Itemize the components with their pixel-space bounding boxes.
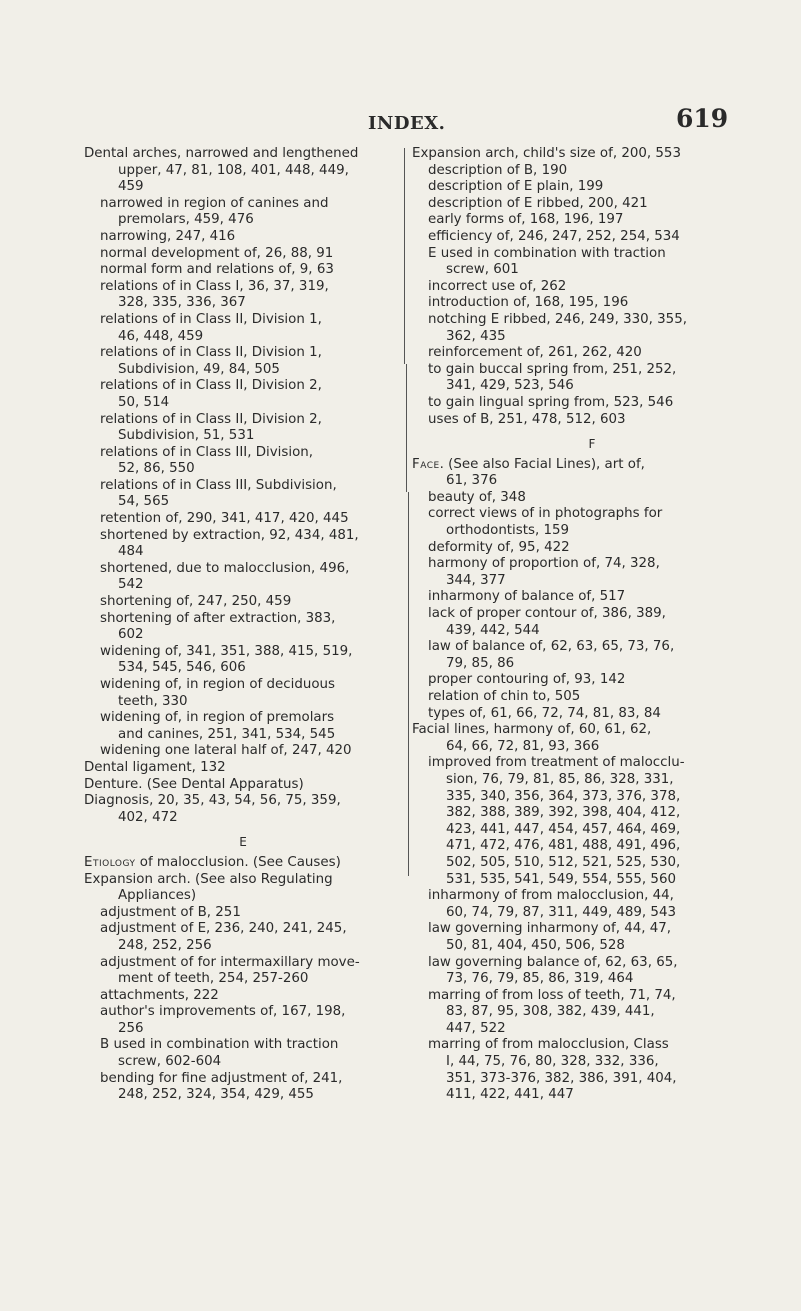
index-subentry: 502, 505, 510, 512, 521, 525, 530,	[446, 854, 681, 870]
index-subentry: marring of from loss of teeth, 71, 74,	[428, 987, 676, 1003]
index-subentry: 542	[118, 577, 144, 593]
index-subentry: 52, 86, 550	[118, 461, 195, 477]
index-subentry: inharmony of balance of, 517	[428, 589, 626, 605]
index-subentry: 50, 514	[118, 394, 170, 410]
index-subentry: 411, 422, 441, 447	[446, 1087, 574, 1103]
index-subentry: description of E ribbed, 200, 421	[428, 195, 648, 211]
index-subentry: shortening of after extraction, 383,	[100, 610, 336, 626]
index-subentry: adjustment of E, 236, 240, 241, 245,	[100, 921, 347, 937]
index-subentry: marring of from malocclusion, Class	[428, 1037, 669, 1053]
index-subentry: beauty of, 348	[428, 489, 526, 505]
index-subentry: 61, 376	[446, 473, 498, 489]
index-subentry: relations of in Class II, Division 1,	[100, 311, 322, 327]
index-subentry: 447, 522	[446, 1020, 506, 1036]
index-subentry: law governing inharmony of, 44, 47,	[428, 921, 672, 937]
index-subentry: premolars, 459, 476	[118, 212, 254, 228]
index-subentry: normal form and relations of, 9, 63	[100, 262, 334, 278]
index-subentry: correct views of in photographs for	[428, 506, 663, 522]
index-subentry: ment of teeth, 254, 257-260	[118, 971, 309, 987]
entry-rest: . (See also Facial Lines), art of,	[439, 456, 645, 472]
index-subentry: and canines, 251, 341, 534, 545	[118, 726, 336, 742]
index-subentry: teeth, 330	[118, 693, 188, 709]
index-subentry: 439, 442, 544	[446, 622, 540, 638]
index-subentry: 54, 565	[118, 494, 170, 510]
index-subentry: 341, 429, 523, 546	[446, 378, 574, 394]
index-subentry: uses of B, 251, 478, 512, 603	[428, 411, 626, 427]
index-subentry: screw, 602-604	[118, 1054, 222, 1070]
index-subentry: shortening of, 247, 250, 459	[100, 594, 292, 610]
index-subentry: relations of in Class III, Division,	[100, 444, 314, 460]
index-subentry: 50, 81, 404, 450, 506, 528	[446, 937, 625, 953]
index-subentry: 402, 472	[118, 809, 178, 825]
index-subentry: Appliances)	[118, 888, 197, 904]
index-entry: Expansion arch, child's size of, 200, 553	[412, 146, 681, 161]
index-subentry: retention of, 290, 341, 417, 420, 445	[100, 511, 349, 527]
section-letter: E	[239, 835, 247, 850]
index-subentry: relations of in Class II, Division 2,	[100, 378, 322, 394]
index-subentry: adjustment of B, 251	[100, 904, 241, 920]
index-subentry: Subdivision, 49, 84, 505	[118, 361, 280, 377]
index-subentry: law of balance of, 62, 63, 65, 73, 76,	[428, 639, 675, 655]
index-subentry: incorrect use of, 262	[428, 278, 567, 294]
index-subentry: 534, 545, 546, 606	[118, 660, 246, 676]
index-subentry: relations of in Class I, 36, 37, 319,	[100, 278, 329, 294]
column-divider	[406, 364, 407, 492]
index-subentry: improved from treatment of malocclu-	[428, 755, 685, 771]
index-subentry: widening one lateral half of, 247, 420	[100, 743, 352, 759]
index-subentry: introduction of, 168, 195, 196	[428, 295, 629, 311]
column-divider	[408, 492, 409, 876]
index-subentry: sion, 76, 79, 81, 85, 86, 328, 331,	[446, 771, 674, 787]
index-column-left	[84, 146, 402, 1104]
index-subentry: description of E plain, 199	[428, 179, 604, 195]
index-entry: Diagnosis, 20, 35, 43, 54, 56, 75, 359,	[84, 793, 341, 809]
index-subentry: 351, 373-376, 382, 386, 391, 404,	[446, 1070, 677, 1086]
index-subentry: relation of chin to, 505	[428, 689, 581, 704]
index-subentry: 335, 340, 356, 364, 373, 376, 378,	[446, 788, 681, 804]
index-subentry: relations of in Class II, Division 1,	[100, 345, 322, 361]
index-subentry: shortened by extraction, 92, 434, 481,	[100, 527, 359, 543]
index-subentry: types of, 61, 66, 72, 74, 81, 83, 84	[428, 705, 661, 721]
index-subentry: bending for fine adjustment of, 241,	[100, 1070, 343, 1086]
index-entry: Dental arches, narrowed and lengthened	[84, 146, 359, 161]
index-subentry: widening of, in region of deciduous	[100, 677, 335, 692]
index-column-right	[412, 146, 772, 1104]
column-divider	[404, 148, 405, 364]
index-subentry: 471, 472, 476, 481, 488, 491, 496,	[446, 838, 681, 854]
index-subentry: efficiency of, 246, 247, 252, 254, 534	[428, 228, 680, 244]
section-letter: F	[588, 437, 596, 452]
index-subentry: proper contouring of, 93, 142	[428, 672, 626, 688]
index-subentry: I, 44, 75, 76, 80, 328, 332, 336,	[446, 1054, 659, 1070]
index-subentry: 531, 535, 541, 549, 554, 555, 560	[446, 871, 676, 887]
index-subentry: 64, 66, 72, 81, 93, 366	[446, 738, 600, 754]
index-subentry: 248, 252, 324, 354, 429, 455	[118, 1087, 314, 1103]
index-subentry: Subdivision, 51, 531	[118, 428, 255, 444]
index-subentry: narrowing, 247, 416	[100, 228, 236, 244]
index-subentry: attachments, 222	[100, 987, 219, 1003]
index-subentry: lack of proper contour of, 386, 389,	[428, 606, 666, 622]
index-subentry: relations of in Class II, Division 2,	[100, 411, 322, 427]
index-subentry: 382, 388, 389, 392, 398, 404, 412,	[446, 805, 681, 821]
index-subentry: narrowed in region of canines and	[100, 195, 329, 211]
index-subentry: description of B, 190	[428, 162, 568, 178]
index-subentry: 73, 76, 79, 85, 86, 319, 464	[446, 971, 634, 987]
running-header-title: INDEX.	[368, 113, 446, 134]
index-subentry: 60, 74, 79, 87, 311, 449, 489, 543	[446, 904, 676, 920]
index-subentry: 46, 448, 459	[118, 328, 204, 344]
index-subentry: 248, 252, 256	[118, 937, 212, 953]
index-subentry: 484	[118, 544, 144, 560]
index-subentry: adjustment of for intermaxillary move-	[100, 954, 360, 970]
entry-heading-smallcaps: Face	[412, 456, 440, 472]
index-subentry: orthodontists, 159	[446, 523, 570, 539]
index-subentry: reinforcement of, 261, 262, 420	[428, 345, 642, 361]
index-subentry: to gain buccal spring from, 251, 252,	[428, 361, 677, 377]
index-subentry: screw, 601	[446, 262, 519, 278]
index-entry: Expansion arch. (See also Regulating	[84, 871, 333, 887]
index-subentry: inharmony of from malocclusion, 44,	[428, 888, 674, 904]
index-subentry: 602	[118, 627, 144, 643]
index-subentry: upper, 47, 81, 108, 401, 448, 449,	[118, 162, 349, 178]
entry-rest: of malocclusion. (See Causes)	[135, 854, 341, 870]
index-subentry: 79, 85, 86	[446, 655, 515, 671]
index-subentry: 423, 441, 447, 454, 457, 464, 469,	[446, 821, 681, 837]
index-subentry: E used in combination with traction	[428, 245, 666, 261]
index-subentry: 256	[118, 1020, 144, 1036]
index-subentry: B used in combination with traction	[100, 1037, 339, 1053]
index-subentry: normal development of, 26, 88, 91	[100, 245, 334, 261]
index-entry	[412, 457, 772, 474]
index-subentry: 459	[118, 179, 144, 195]
index-subentry: to gain lingual spring from, 523, 546	[428, 394, 674, 410]
index-subentry: author's improvements of, 167, 198,	[100, 1004, 346, 1020]
index-subentry: 83, 87, 95, 308, 382, 439, 441,	[446, 1004, 655, 1020]
index-subentry: early forms of, 168, 196, 197	[428, 212, 624, 228]
index-subentry: law governing balance of, 62, 63, 65,	[428, 954, 678, 970]
index-subentry: 328, 335, 336, 367	[118, 295, 246, 311]
index-entry	[84, 855, 402, 872]
index-subentry: 344, 377	[446, 572, 506, 588]
index-subentry: harmony of proportion of, 74, 328,	[428, 556, 660, 572]
index-entry: Facial lines, harmony of, 60, 61, 62,	[412, 722, 652, 738]
page-number: 619	[676, 104, 729, 133]
entry-heading-smallcaps: Etiology	[84, 854, 136, 870]
index-entry: Dental ligament, 132	[84, 759, 226, 775]
index-subentry: shortened, due to malocclusion, 496,	[100, 560, 350, 576]
index-subentry: widening of, in region of premolars	[100, 710, 335, 726]
index-subentry: 362, 435	[446, 328, 506, 344]
index-subentry: notching E ribbed, 246, 249, 330, 355,	[428, 311, 687, 327]
index-subentry: relations of in Class III, Subdivision,	[100, 477, 337, 493]
index-subentry: widening of, 341, 351, 388, 415, 519,	[100, 643, 353, 659]
index-entry: Denture. (See Dental Apparatus)	[84, 776, 304, 792]
index-subentry: deformity of, 95, 422	[428, 539, 570, 555]
